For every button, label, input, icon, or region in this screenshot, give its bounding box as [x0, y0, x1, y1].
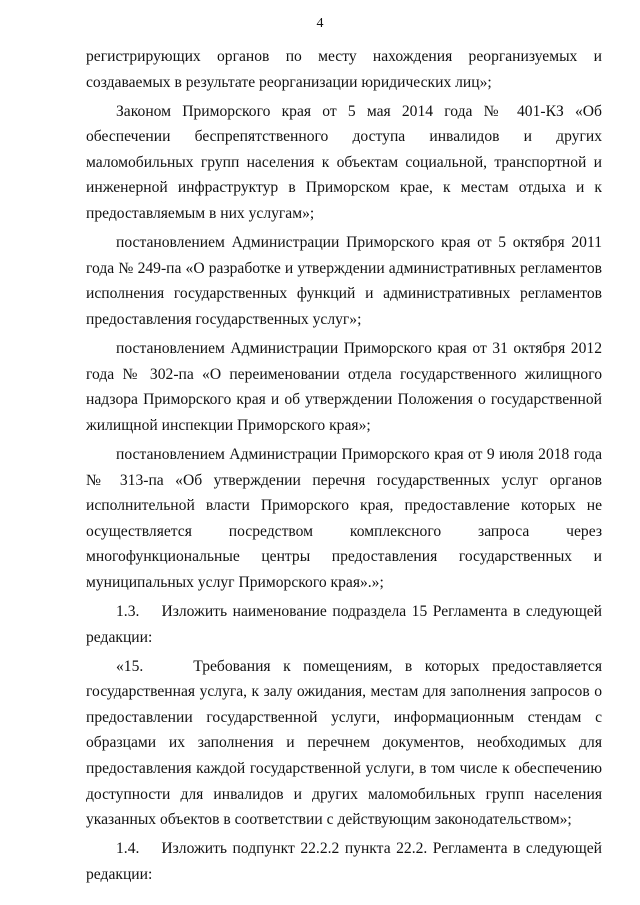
- paragraph-subsection-15-title: «15. Требования к помещениям, в которых предоставляется государственная услуга, к залу ожидания, местам для заполнения запросов о предоставлении государственной услуги, информационным стендам с образцами их заполнения и перечнем документов, необходимых для предоставления каждой государственной услуги, в том числе к обеспечению доступности для инвалидов и других маломобильных групп населения указанных объектов в соответствии с действующим законодательством»;: [86, 657, 606, 829]
- paragraph-item-1-3: 1.3. Изложить наименование подраздела 15 Регламента в следующей редакции:: [86, 602, 606, 646]
- paragraph-item-1-4: 1.4. Изложить подпункт 22.2.2 пункта 22.2. Регламента в следующей редакции:: [86, 840, 606, 883]
- document-body: [86, 44, 606, 888]
- paragraph-registering-bodies: регистрирующих органов по месту нахождения реорганизуемых и создаваемых в результате реорганизации юридических лиц»;: [86, 48, 602, 91]
- paragraph-resolution-313-pa: постановлением Администрации Приморского края от 9 июля 2018 года № 313-па «Об утверждении перечня государственных услуг органов исполнительной власти Приморского края, предоставление которых не осуществляется посредством комплексного запроса через многофункциональные центры предоставления государственных и муниципальных услуг Приморского края».»;: [86, 445, 602, 591]
- paragraph-resolution-249-pa: постановлением Администрации Приморского края от 5 октября 2011 года № 249-па «О разработке и утверждении административных регламентов исполнения государственных функций и административных регламентов предоставления государственных услуг»;: [86, 234, 602, 328]
- paragraph-law-401-kz: Законом Приморского края от 5 мая 2014 года № 401-КЗ «Об обеспечении беспрепятственного доступа инвалидов и других маломобильных групп населения к объектам социальной, транспортной и инженерной инфраструктур в Приморском крае, к местам отдыха и к предоставляемым в них услугам»;: [86, 102, 602, 223]
- paragraph-resolution-302-pa: постановлением Администрации Приморского края от 31 октября 2012 года № 302-па «О переименовании отдела государственного жилищного надзора Приморского края и об утверждении Положения о государственной жилищной инспекции Приморского края»;: [86, 340, 602, 434]
- page-number: 4: [316, 16, 324, 31]
